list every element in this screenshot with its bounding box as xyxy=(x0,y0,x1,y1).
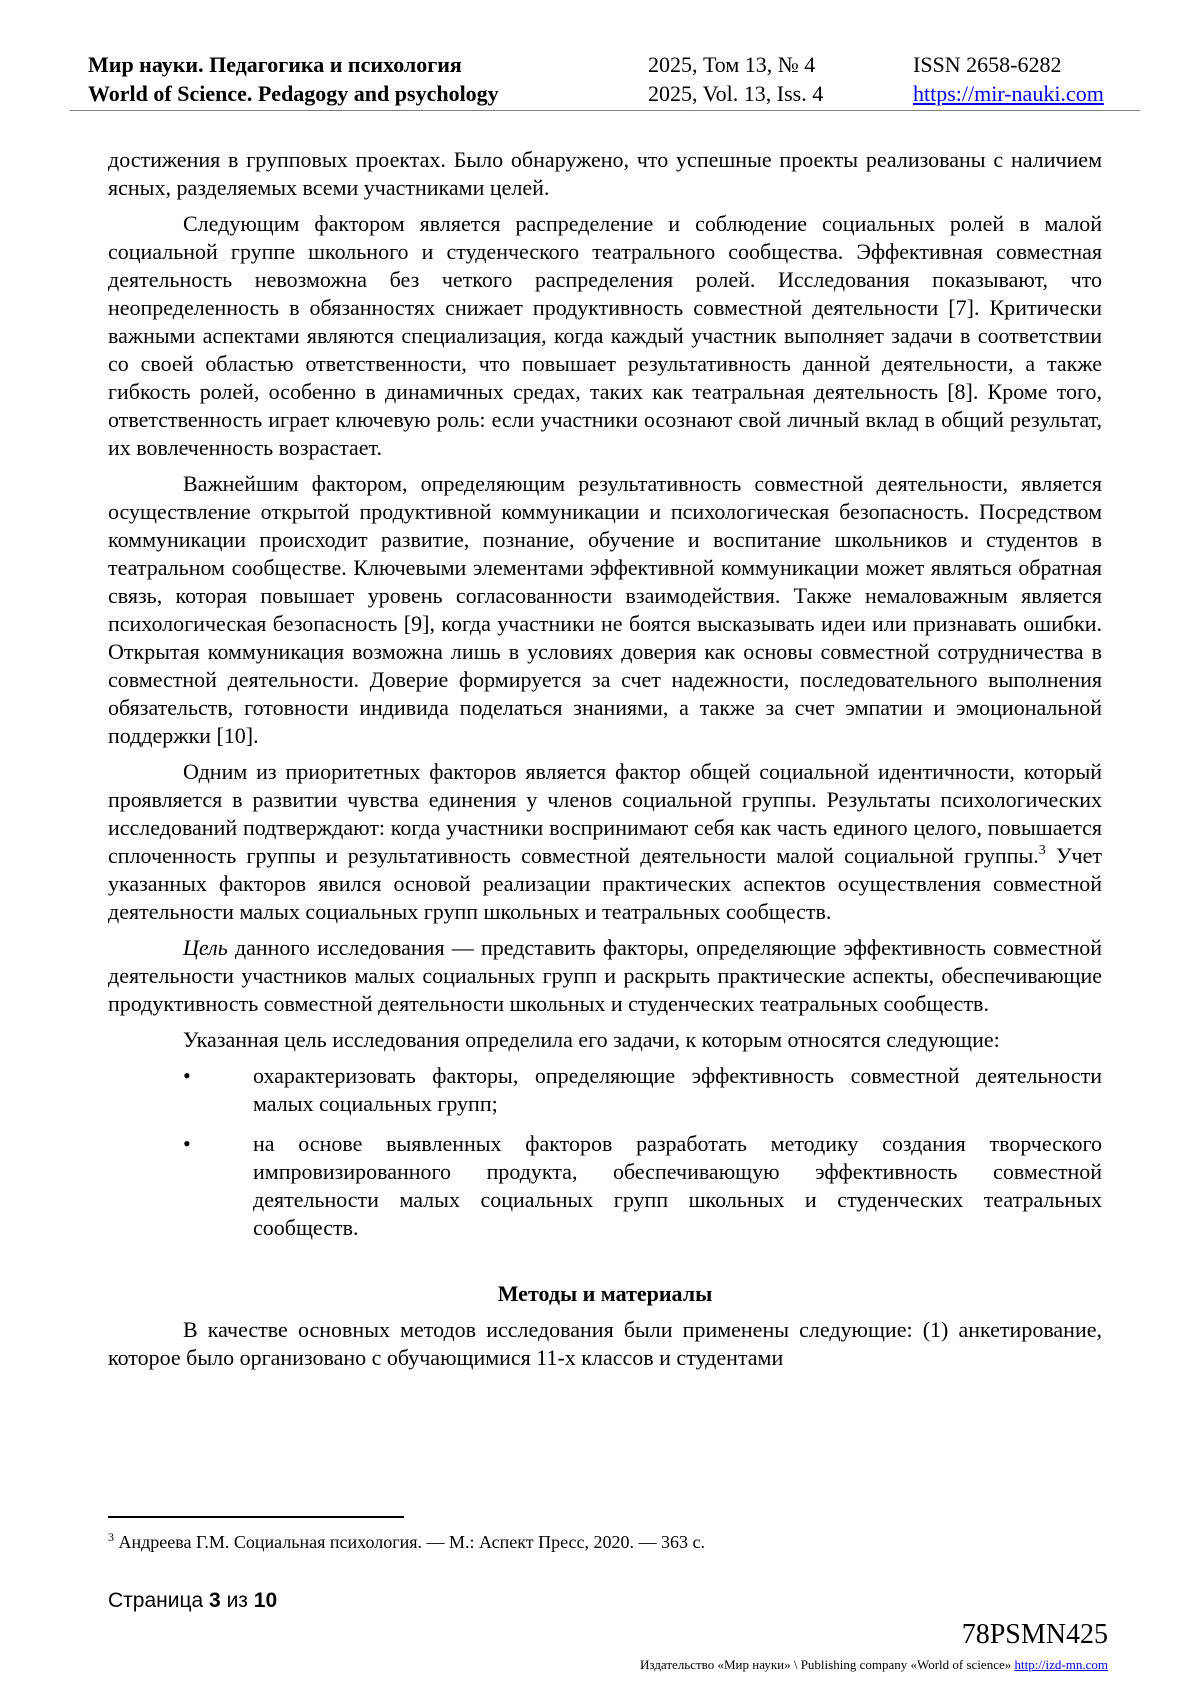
task-list-item-text: на основе выявленных факторов разработать методику создания творческого импровизированного продукта, обеспечивающую эффективность совместной деятельности малых социальных групп школьных и студенческих театральных сообществ. xyxy=(253,1131,1102,1240)
paragraph-5-rest: данного исследования — представить факторы, определяющие эффективность совместной деятельности участников малых социальных групп и раскрыть практические аспекты, обеспечивающие продуктивность совместной деятельности школьных и студенческих театральных сообществ. xyxy=(108,935,1102,1016)
page-of: из xyxy=(226,1589,248,1612)
issn-block xyxy=(913,50,1104,108)
paragraph-4 xyxy=(108,758,1102,926)
journal-title-en: World of Science. Pedagogy and psychology xyxy=(88,81,499,106)
methods-paragraph-1: В качестве основных методов исследования были применены следующие: (1) анкетирование, которое было организовано с обучающимися 11-х классов и студентами xyxy=(108,1317,1102,1370)
page-total: 10 xyxy=(253,1589,278,1612)
header-divider xyxy=(70,110,1140,111)
publisher-line xyxy=(640,1657,1108,1673)
bullet-icon: • xyxy=(183,1131,191,1156)
page-number xyxy=(108,1588,277,1614)
publisher-text: Издательство «Мир науки» \ Publishing company «World of science» xyxy=(640,1657,1015,1672)
paragraph-2: Следующим фактором является распределение и соблюдение социальных ролей в малой социальной группе школьного и студенческого театрального сообщества. Эффективная совместная деятельность невозможна без четкого распределения ролей. Исследования показывают, что неопределенность в обязанностях снижает продуктивность совместной деятельности [7]. Критически важными аспектами являются специализация, когда каждый участник выполняет задачи в соответствии со своей областью ответственности, что повышает результативность данной деятельности, а также гибкость ролей, особенно в динамичных средах, таких как театральная деятельность [8]. Кроме того, ответственность играет ключевую роль: если участники осознают свой личный вклад в общий результат, их вовлеченность возрастает. xyxy=(108,211,1102,460)
task-list-item xyxy=(108,1130,1102,1242)
page-current: 3 xyxy=(209,1589,221,1612)
section-heading-methods: Методы и материалы xyxy=(497,1281,713,1306)
paragraph-1: достижения в групповых проектах. Было обнаружено, что успешные проекты реализованы с наличием ясных, разделяемых всеми участниками целей. xyxy=(108,147,1102,200)
goal-term: Цель xyxy=(183,935,228,960)
issue-info xyxy=(648,50,823,108)
page-label: Страница xyxy=(108,1589,204,1612)
article-code: 78PSMN425 xyxy=(961,1619,1108,1650)
task-list-item-text: охарактеризовать факторы, определяющие эффективность совместной деятельности малых социальных групп; xyxy=(253,1063,1102,1116)
task-list-item xyxy=(108,1062,1102,1118)
paragraph-3: Важнейшим фактором, определяющим результативность совместной деятельности, является осуществление открытой продуктивной коммуникации и психологическая безопасность. Посредством коммуникации происходит развитие, познание, обучение и воспитание школьников и студентов в театральном сообществе. Ключевыми элементами эффективной коммуникации может являться обратная связь, которая повышает уровень согласованности взаимодействия. Также немаловажным является психологическая безопасность [9], когда участники не боятся высказывать идеи или признавать ошибки. Открытая коммуникация возможна лишь в условиях доверия как основы совместной сотрудничества в совместной деятельности. Доверие формируется за счет надежности, последовательного выполнения обязательств, готовности индивида поделаться знаниями, а также за счет эмпатии и эмоциональной поддержки [10]. xyxy=(108,471,1102,748)
journal-url-link[interactable]: https://mir-nauki.com xyxy=(913,81,1104,106)
footnote-mark: 3 xyxy=(108,1530,114,1544)
journal-title-ru: Мир науки. Педагогика и психология xyxy=(88,52,462,77)
paragraph-6: Указанная цель исследования определила его задачи, к которым относятся следующие: xyxy=(183,1027,1000,1052)
footnote-text: Андреева Г.М. Социальная психология. — М.: Аспект Пресс, 2020. — 363 с. xyxy=(114,1532,705,1552)
paragraph-4-part-2: Учет указанных факторов явился основой реализации практических аспектов осуществления совместной деятельности малых социальных групп школьных и театральных сообществ. xyxy=(108,843,1102,924)
footnote-ref-3[interactable]: 3 xyxy=(1038,843,1046,858)
publisher-url-link[interactable]: http://izd-mn.com xyxy=(1014,1657,1108,1672)
footnote xyxy=(108,1530,705,1554)
bullet-icon: • xyxy=(183,1063,191,1088)
paragraph-5 xyxy=(108,934,1102,1018)
journal-title xyxy=(88,50,499,108)
issue-info-ru: 2025, Том 13, № 4 xyxy=(648,52,816,77)
issn: ISSN 2658-6282 xyxy=(913,52,1062,77)
article-body xyxy=(108,146,1102,1380)
footnote-separator xyxy=(108,1516,404,1518)
paragraph-4-part-1: Одним из приоритетных факторов является фактор общей социальной идентичности, который проявляется в развитии чувства единения у членов социальной группы. Результаты психологических исследований подтверждают: когда участники воспринимают себя как часть единого целого, повышается сплоченность группы и результативность совместной деятельности малой социальной группы. xyxy=(108,759,1102,868)
issue-info-en: 2025, Vol. 13, Iss. 4 xyxy=(648,81,824,106)
task-list xyxy=(108,1062,1102,1242)
